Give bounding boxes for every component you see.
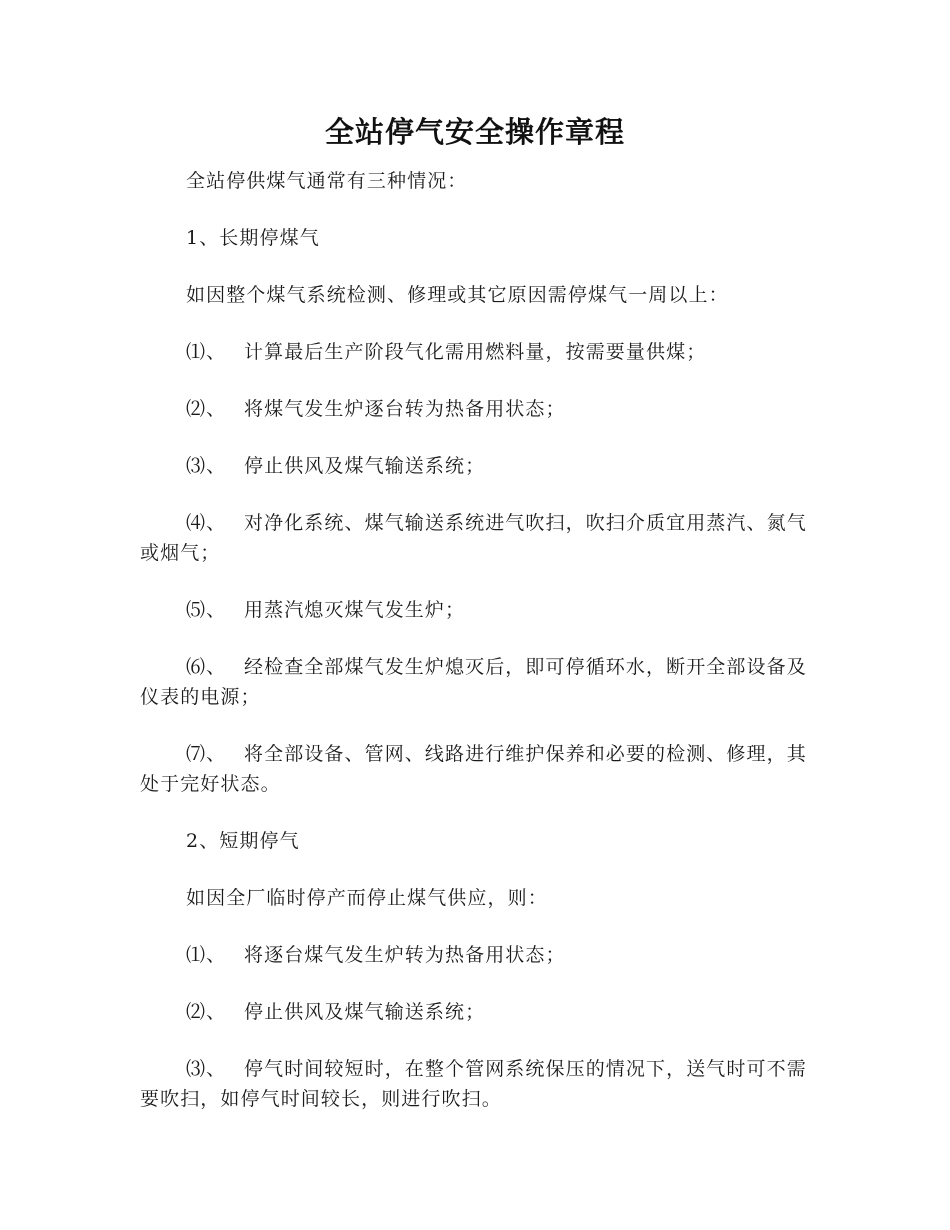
list-item: [140, 940, 812, 970]
item-number: ⑹、: [186, 656, 227, 678]
section-lead: 如因整个煤气系统检测、修理或其它原因需停煤气一周以上：: [186, 284, 729, 306]
list-item: [140, 337, 812, 367]
list-item: [140, 595, 812, 625]
item-number: ⑺、: [186, 743, 227, 765]
document-title: 全站停气安全操作章程: [324, 115, 625, 149]
list-item: [140, 997, 812, 1027]
item-number: ⑶、: [186, 1058, 227, 1080]
item-number: ⑸、: [186, 599, 227, 621]
item-text: 对净化系统、煤气输送系统进气吹扫，吹扫介质宜用蒸汽、氮气或烟气；: [140, 512, 807, 564]
item-number: ⑵、: [186, 398, 227, 420]
list-item: [140, 1054, 812, 1114]
intro-paragraph: 全站停供煤气通常有三种情况：: [186, 170, 468, 192]
item-text: 将逐台煤气发生炉转为热备用状态；: [244, 944, 566, 966]
item-text: 用蒸汽熄灭煤气发生炉；: [244, 599, 466, 621]
list-item: [140, 652, 812, 712]
document-body: [140, 166, 812, 1141]
item-text: 将全部设备、管网、线路进行维护保养和必要的检测、修理，其处于完好状态。: [140, 743, 807, 795]
item-text: 停气时间较短时，在整个管网系统保压的情况下，送气时可不需要吹扫，如停气时间较长，则进行吹扫。: [140, 1058, 807, 1110]
item-number: ⑴、: [186, 944, 227, 966]
item-number: ⑷、: [186, 512, 227, 534]
item-text: 将煤气发生炉逐台转为热备用状态；: [244, 398, 566, 420]
item-text: 经检查全部煤气发生炉熄灭后，即可停循环水，断开全部设备及仪表的电源；: [140, 656, 807, 708]
list-item: [140, 508, 812, 568]
section-heading: 1、长期停煤气: [186, 227, 320, 249]
list-item: [140, 739, 812, 799]
list-item: [140, 451, 812, 481]
item-number: ⑶、: [186, 455, 227, 477]
item-text: 停止供风及煤气输送系统；: [244, 455, 486, 477]
item-text: 停止供风及煤气输送系统；: [244, 1001, 486, 1023]
item-text: 计算最后生产阶段气化需用燃料量，按需要量供煤；: [244, 341, 707, 363]
item-number: ⑴、: [186, 341, 227, 363]
item-number: ⑵、: [186, 1001, 227, 1023]
section-heading: 2、短期停气: [186, 830, 300, 852]
list-item: [140, 394, 812, 424]
section-lead: 如因全厂临时停产而停止煤气供应，则：: [186, 887, 548, 909]
